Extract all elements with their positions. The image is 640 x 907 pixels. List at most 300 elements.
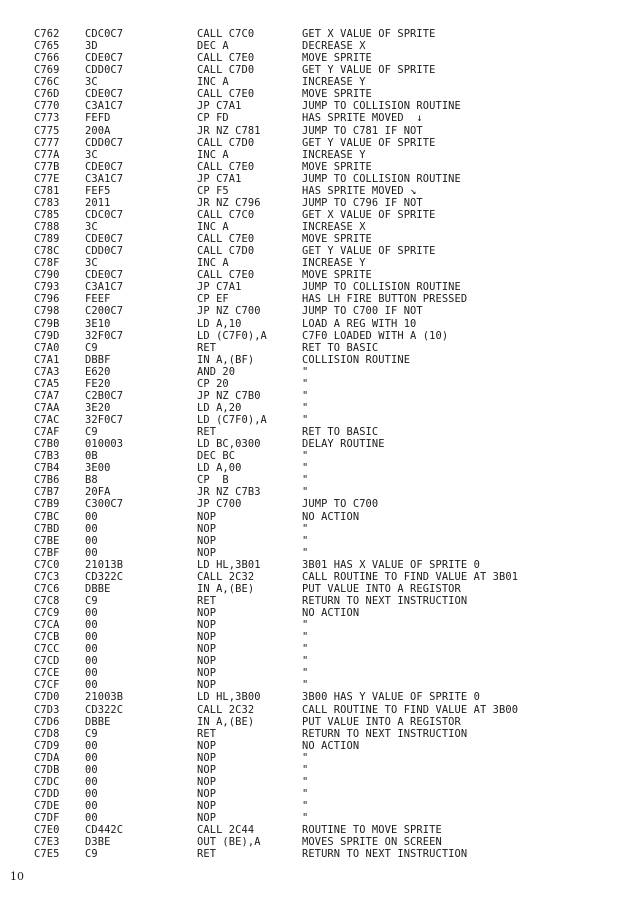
listing-line — [34, 812, 624, 824]
comment: DECREASE X — [302, 40, 366, 53]
machine-code: 00 — [85, 679, 98, 692]
machine-code: CDE0C7 — [85, 233, 124, 246]
comment: RET TO BASIC — [302, 341, 379, 354]
instruction: CP 20 — [197, 377, 229, 390]
instruction: CALL C7C0 — [197, 208, 255, 221]
listing-line — [34, 330, 624, 342]
machine-code: 32F0C7 — [85, 414, 124, 426]
address: C7DC — [34, 775, 60, 788]
machine-code: 00 — [85, 787, 98, 800]
listing-line — [34, 788, 624, 800]
address: C7CC — [34, 643, 60, 656]
address: C789 — [34, 233, 60, 246]
instruction: JP C7A1 — [197, 281, 242, 294]
listing-line — [34, 679, 624, 691]
machine-code: CDD0C7 — [85, 245, 124, 258]
listing-line — [34, 402, 624, 414]
machine-code: CD322C — [85, 703, 124, 716]
address: C77A — [34, 148, 60, 161]
instruction: NOP — [197, 631, 217, 644]
machine-code: FEEF — [85, 293, 111, 306]
listing-line — [34, 378, 624, 390]
address: C7AC — [34, 414, 60, 426]
instruction: LD A,20 — [197, 401, 242, 414]
listing-line — [34, 52, 624, 64]
address: C793 — [34, 281, 60, 294]
comment: RETURN TO NEXT INSTRUCTION — [302, 594, 468, 607]
instruction: RET — [197, 594, 217, 607]
machine-code: 2011 — [85, 196, 111, 209]
machine-code: 21003B — [85, 691, 124, 704]
instruction: NOP — [197, 739, 217, 752]
address: C78F — [34, 257, 60, 270]
instruction: CP FD — [197, 112, 229, 125]
comment: RETURN TO NEXT INSTRUCTION — [302, 727, 468, 740]
comment: " — [302, 377, 309, 390]
machine-code: 00 — [85, 775, 98, 788]
address: C7D9 — [34, 739, 60, 752]
address: C7E5 — [34, 848, 60, 861]
instruction: CALL C7D0 — [197, 64, 255, 77]
machine-code: 3E10 — [85, 317, 111, 330]
listing-line — [34, 776, 624, 788]
instruction: RET — [197, 727, 217, 740]
machine-code: CD442C — [85, 824, 124, 837]
address: C7AF — [34, 426, 60, 439]
address: C7BD — [34, 522, 60, 535]
comment: PUT VALUE INTO A REGISTOR — [302, 582, 461, 595]
comment: " — [302, 619, 309, 632]
address: C76C — [34, 76, 60, 89]
address: C7D3 — [34, 703, 60, 716]
address: C7CE — [34, 667, 60, 680]
instruction: INC A — [197, 257, 229, 270]
comment: GET Y VALUE OF SPRITE — [302, 64, 436, 77]
comment: " — [302, 486, 309, 499]
instruction: NOP — [197, 751, 217, 764]
instruction: CP EF — [197, 293, 229, 306]
machine-code: 00 — [85, 534, 98, 547]
address: C7A7 — [34, 389, 60, 402]
address: C770 — [34, 100, 60, 113]
instruction: JR NZ C7B3 — [197, 486, 261, 499]
machine-code: 00 — [85, 655, 98, 668]
address: C7CF — [34, 679, 60, 692]
address: C766 — [34, 52, 60, 65]
address: C769 — [34, 64, 60, 77]
address: C7B4 — [34, 462, 60, 475]
instruction: CALL C7E0 — [197, 233, 255, 246]
address: C7DA — [34, 751, 60, 764]
address: C7C3 — [34, 570, 60, 583]
listing-line — [34, 728, 624, 740]
comment: " — [302, 751, 309, 764]
comment: RETURN TO NEXT INSTRUCTION — [302, 848, 468, 861]
instruction: NOP — [197, 510, 217, 523]
address: C7CD — [34, 655, 60, 668]
address: C7D8 — [34, 727, 60, 740]
instruction: CP F5 — [197, 184, 229, 197]
listing-line — [34, 547, 624, 559]
listing-line — [34, 221, 624, 233]
comment: LOAD A REG WITH 10 — [302, 317, 417, 330]
comment: HAS SPRITE MOVED ↘ — [302, 184, 417, 197]
listing-line — [34, 366, 624, 378]
comment: 3B00 HAS Y VALUE OF SPRITE 0 — [302, 691, 480, 704]
comment: " — [302, 643, 309, 656]
machine-code: D3BE — [85, 836, 111, 849]
machine-code: 00 — [85, 667, 98, 680]
listing-line — [34, 209, 624, 221]
machine-code: 00 — [85, 619, 98, 632]
address: C7BE — [34, 534, 60, 547]
address: C7C9 — [34, 607, 60, 619]
comment: MOVE SPRITE — [302, 269, 372, 282]
instruction: NOP — [197, 522, 217, 535]
listing-line — [34, 474, 624, 486]
instruction: INC A — [197, 221, 229, 233]
address: C7DE — [34, 800, 60, 812]
address: C79B — [34, 317, 60, 330]
machine-code: 00 — [85, 812, 98, 825]
comment: ROUTINE TO MOVE SPRITE — [302, 824, 442, 837]
listing-line — [34, 293, 624, 305]
machine-code: B8 — [85, 474, 98, 487]
machine-code: 00 — [85, 800, 98, 812]
listing-line — [34, 426, 624, 438]
machine-code: C9 — [85, 727, 98, 740]
machine-code: C9 — [85, 341, 98, 354]
instruction: INC A — [197, 76, 229, 89]
comment: " — [302, 775, 309, 788]
machine-code: FE20 — [85, 377, 111, 390]
listing-line — [34, 764, 624, 776]
listing-line — [34, 691, 624, 703]
address: C7CA — [34, 619, 60, 632]
comment: " — [302, 462, 309, 475]
listing-line — [34, 137, 624, 149]
comment: GET Y VALUE OF SPRITE — [302, 245, 436, 258]
comment: " — [302, 389, 309, 402]
listing-line — [34, 149, 624, 161]
comment: " — [302, 546, 309, 559]
comment: INCREASE X — [302, 221, 366, 233]
machine-code: CD322C — [85, 570, 124, 583]
instruction: IN A,(BE) — [197, 582, 255, 595]
comment: GET X VALUE OF SPRITE — [302, 208, 436, 221]
machine-code: C9 — [85, 426, 98, 439]
address: C7A1 — [34, 353, 60, 366]
address: C78C — [34, 245, 60, 258]
comment: " — [302, 401, 309, 414]
machine-code: 00 — [85, 631, 98, 644]
listing-line — [34, 643, 624, 655]
instruction: LD BC,0300 — [197, 438, 261, 451]
instruction: NOP — [197, 619, 217, 632]
listing-line — [34, 354, 624, 366]
machine-code: C9 — [85, 594, 98, 607]
address: C765 — [34, 40, 60, 53]
comment: CALL ROUTINE TO FIND VALUE AT 3B01 — [302, 570, 519, 583]
address: C798 — [34, 305, 60, 318]
listing-line — [34, 40, 624, 52]
listing-line — [34, 498, 624, 510]
comment: NO ACTION — [302, 510, 360, 523]
comment: C7F0 LOADED WITH A (10) — [302, 329, 449, 342]
listing-line — [34, 752, 624, 764]
listing-line — [34, 269, 624, 281]
address: C7D6 — [34, 715, 60, 728]
listing-line — [34, 836, 624, 848]
machine-code: C3A1C7 — [85, 100, 124, 113]
address: C7C8 — [34, 594, 60, 607]
instruction: LD HL,3B01 — [197, 558, 261, 571]
listing-line — [34, 655, 624, 667]
listing-line — [34, 64, 624, 76]
machine-code: C9 — [85, 848, 98, 861]
listing-line — [34, 28, 624, 40]
address: C7A0 — [34, 341, 60, 354]
instruction: RET — [197, 426, 217, 439]
listing-line — [34, 438, 624, 450]
instruction: CALL 2C44 — [197, 824, 255, 837]
address: C76D — [34, 88, 60, 101]
comment: MOVE SPRITE — [302, 52, 372, 65]
comment: NO ACTION — [302, 607, 360, 619]
comment: PUT VALUE INTO A REGISTOR — [302, 715, 461, 728]
listing-line — [34, 197, 624, 209]
instruction: NOP — [197, 667, 217, 680]
instruction: NOP — [197, 655, 217, 668]
machine-code: 3C — [85, 257, 98, 270]
comment: " — [302, 763, 309, 776]
listing-line — [34, 318, 624, 330]
instruction: OUT (BE),A — [197, 836, 261, 849]
instruction: CALL C7E0 — [197, 88, 255, 101]
comment: JUMP TO C700 IF NOT — [302, 305, 423, 318]
listing-line — [34, 390, 624, 402]
listing-line — [34, 173, 624, 185]
instruction: JP NZ C7B0 — [197, 389, 261, 402]
address: C7E3 — [34, 836, 60, 849]
instruction: CALL C7E0 — [197, 52, 255, 65]
listing-line — [34, 342, 624, 354]
instruction: CP B — [197, 474, 229, 487]
listing-line — [34, 583, 624, 595]
address: C777 — [34, 136, 60, 149]
listing-line — [34, 414, 624, 426]
assembly-listing — [34, 28, 624, 860]
address: C7BC — [34, 510, 60, 523]
address: C7E0 — [34, 824, 60, 837]
address: C773 — [34, 112, 60, 125]
address: C762 — [34, 28, 60, 40]
machine-code: CDE0C7 — [85, 269, 124, 282]
listing-line — [34, 511, 624, 523]
listing-line — [34, 450, 624, 462]
machine-code: C3A1C7 — [85, 172, 124, 185]
comment: CALL ROUTINE TO FIND VALUE AT 3B00 — [302, 703, 519, 716]
listing-line — [34, 161, 624, 173]
instruction: CALL 2C32 — [197, 703, 255, 716]
machine-code: CDD0C7 — [85, 64, 124, 77]
machine-code: 20FA — [85, 486, 111, 499]
instruction: CALL C7D0 — [197, 136, 255, 149]
comment: " — [302, 667, 309, 680]
comment: " — [302, 365, 309, 378]
address: C7B9 — [34, 498, 60, 511]
machine-code: CDE0C7 — [85, 88, 124, 101]
instruction: DEC A — [197, 40, 229, 53]
address: C7B0 — [34, 438, 60, 451]
instruction: LD A,00 — [197, 462, 242, 475]
listing-line — [34, 112, 624, 124]
machine-code: DBBE — [85, 582, 111, 595]
machine-code: 00 — [85, 546, 98, 559]
listing-line — [34, 185, 624, 197]
instruction: CALL C7E0 — [197, 160, 255, 173]
instruction: NOP — [197, 679, 217, 692]
comment: JUMP TO C781 IF NOT — [302, 124, 423, 137]
comment: " — [302, 787, 309, 800]
listing-line — [34, 305, 624, 317]
listing-line — [34, 571, 624, 583]
machine-code: CDE0C7 — [85, 52, 124, 65]
address: C79D — [34, 329, 60, 342]
comment: " — [302, 474, 309, 487]
instruction: NOP — [197, 763, 217, 776]
machine-code: 00 — [85, 751, 98, 764]
instruction: NOP — [197, 607, 217, 619]
listing-line — [34, 607, 624, 619]
address: C7CB — [34, 631, 60, 644]
listing-line — [34, 631, 624, 643]
instruction: CALL 2C32 — [197, 570, 255, 583]
instruction: CALL C7E0 — [197, 269, 255, 282]
machine-code: 00 — [85, 739, 98, 752]
comment: INCREASE Y — [302, 148, 366, 161]
comment: JUMP TO C796 IF NOT — [302, 196, 423, 209]
comment: GET X VALUE OF SPRITE — [302, 28, 436, 40]
listing-line — [34, 76, 624, 88]
listing-line — [34, 559, 624, 571]
comment: " — [302, 812, 309, 825]
instruction: AND 20 — [197, 365, 236, 378]
machine-code: 21013B — [85, 558, 124, 571]
machine-code: 0B — [85, 450, 98, 463]
instruction: NOP — [197, 546, 217, 559]
instruction: NOP — [197, 800, 217, 812]
listing-line — [34, 619, 624, 631]
machine-code: 00 — [85, 763, 98, 776]
machine-code: E620 — [85, 365, 111, 378]
listing-line — [34, 245, 624, 257]
machine-code: 3E00 — [85, 462, 111, 475]
address: C7A3 — [34, 365, 60, 378]
comment: " — [302, 800, 309, 812]
machine-code: DBBE — [85, 715, 111, 728]
machine-code: 3E20 — [85, 401, 111, 414]
machine-code: C3A1C7 — [85, 281, 124, 294]
machine-code: 3D — [85, 40, 98, 53]
comment: GET Y VALUE OF SPRITE — [302, 136, 436, 149]
address: C7AA — [34, 401, 60, 414]
instruction: LD (C7F0),A — [197, 329, 267, 342]
address: C7D0 — [34, 691, 60, 704]
machine-code: CDE0C7 — [85, 160, 124, 173]
machine-code: 3C — [85, 221, 98, 233]
listing-line — [34, 523, 624, 535]
machine-code: C300C7 — [85, 498, 124, 511]
listing-line — [34, 595, 624, 607]
listing-line — [34, 824, 624, 836]
listing-line — [34, 257, 624, 269]
address: C790 — [34, 269, 60, 282]
comment: MOVE SPRITE — [302, 233, 372, 246]
comment: MOVE SPRITE — [302, 88, 372, 101]
listing-line — [34, 704, 624, 716]
comment: JUMP TO C700 — [302, 498, 379, 511]
comment: JUMP TO COLLISION ROUTINE — [302, 172, 461, 185]
machine-code: DBBF — [85, 353, 111, 366]
comment: " — [302, 631, 309, 644]
comment: NO ACTION — [302, 739, 360, 752]
comment: " — [302, 522, 309, 535]
instruction: JP C7A1 — [197, 172, 242, 185]
instruction: CALL C7C0 — [197, 28, 255, 40]
machine-code: 3C — [85, 76, 98, 89]
address: C7DF — [34, 812, 60, 825]
instruction: DEC BC — [197, 450, 236, 463]
comment: INCREASE Y — [302, 76, 366, 89]
address: C775 — [34, 124, 60, 137]
address: C7BF — [34, 546, 60, 559]
instruction: JR NZ C781 — [197, 124, 261, 137]
comment: HAS SPRITE MOVED ↓ — [302, 112, 423, 125]
machine-code: FEFD — [85, 112, 111, 125]
comment: " — [302, 534, 309, 547]
machine-code: 32F0C7 — [85, 329, 124, 342]
comment: " — [302, 414, 309, 426]
machine-code: CDC0C7 — [85, 208, 124, 221]
instruction: JP NZ C700 — [197, 305, 261, 318]
comment: JUMP TO COLLISION ROUTINE — [302, 100, 461, 113]
instruction: CALL C7D0 — [197, 245, 255, 258]
listing-line — [34, 100, 624, 112]
machine-code: C2B0C7 — [85, 389, 124, 402]
address: C7DD — [34, 787, 60, 800]
address: C7DB — [34, 763, 60, 776]
instruction: JR NZ C796 — [197, 196, 261, 209]
comment: MOVES SPRITE ON SCREEN — [302, 836, 442, 849]
instruction: LD A,10 — [197, 317, 242, 330]
comment: " — [302, 655, 309, 668]
instruction: RET — [197, 341, 217, 354]
instruction: NOP — [197, 812, 217, 825]
address: C781 — [34, 184, 60, 197]
machine-code: 00 — [85, 510, 98, 523]
address: C7C0 — [34, 558, 60, 571]
instruction: NOP — [197, 775, 217, 788]
comment: JUMP TO COLLISION ROUTINE — [302, 281, 461, 294]
listing-line — [34, 88, 624, 100]
listing-line — [34, 462, 624, 474]
address: C7B7 — [34, 486, 60, 499]
page-number: 10 — [10, 870, 24, 883]
listing-line — [34, 800, 624, 812]
instruction: IN A,(BF) — [197, 353, 255, 366]
listing-line — [34, 848, 624, 860]
